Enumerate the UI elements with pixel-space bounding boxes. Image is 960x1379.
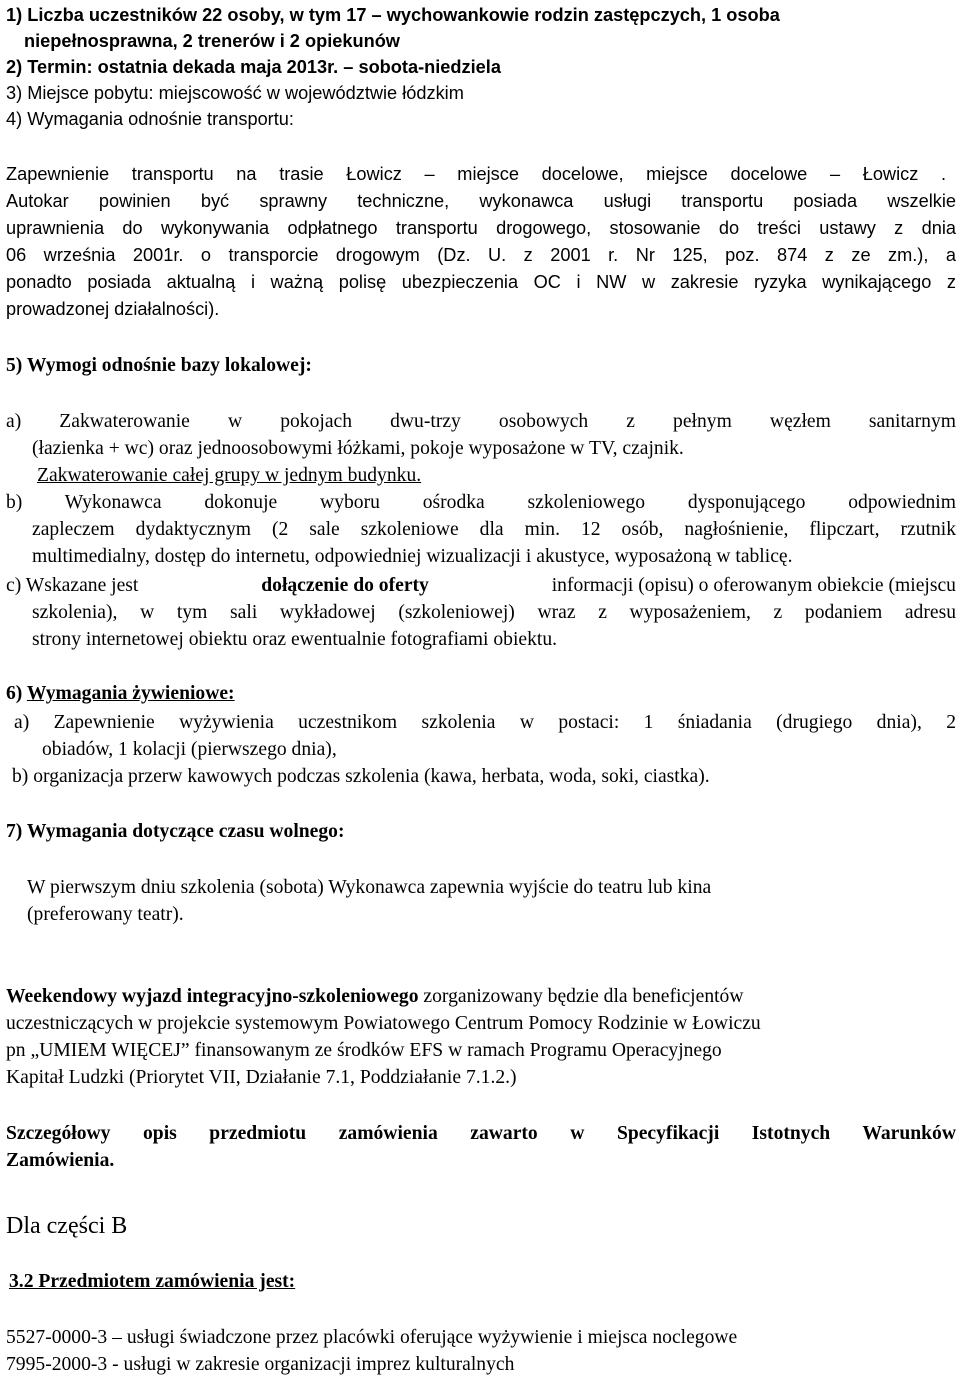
weekend-line-2: uczestniczących w projekcie systemowym Powiatowego Centrum Pomocy Rodzinie w Łowiczu: [6, 1013, 761, 1034]
transport-line-2: Autokar powinien być sprawny techniczne, wykonawca usługi transportu posiada wszelkie: [6, 191, 956, 211]
transport-line-6: prowadzonej działalności).: [6, 299, 220, 319]
section-7-heading: 7) Wymagania dotyczące czasu wolnego:: [6, 821, 345, 842]
transport-line-5: ponadto posiada aktualną i ważną polisę ubezpieczenia OC i NW w zakresie ryzyka wynikającego z: [6, 272, 956, 292]
weekend-line-1: [6, 987, 744, 1007]
intro-line-5: 4) Wymagania odnośnie transportu:: [6, 109, 294, 129]
s5-c-bold: dołączenie do oferty: [261, 575, 429, 596]
section-6-heading: [6, 684, 235, 704]
section-6-prefix: 6): [6, 683, 27, 704]
transport-line-4: 06 września 2001r. o transporcie drogowym (Dz. U. z 2001 r. Nr 125, poz. 874 z ze zm.), a: [6, 245, 956, 265]
s5-b-line-1: b) Wykonawca dokonuje wyboru ośrodka szkoleniowego dysponującego odpowiednim: [6, 492, 956, 513]
weekend-title: Weekendowy wyjazd integracyjno-szkoleniowego: [6, 986, 419, 1007]
s5-b-line-2: zapleczem dydaktycznym (2 sale szkoleniowe dla min. 12 osób, nagłośnienie, flipczart, rzutnik: [32, 519, 956, 540]
spec-line-1: Szczegółowy opis przedmiotu zamówienia zawarto w Specyfikacji Istotnych Warunków: [6, 1123, 956, 1144]
spec-line-2: Zamówienia.: [6, 1150, 115, 1171]
s6-a-line-2: obiadów, 1 kolacji (pierwszego dnia),: [42, 739, 337, 760]
s5-c-post: informacji (opisu) o oferowanym obiekcie (miejscu: [551, 575, 956, 596]
weekend-line-3: pn „UMIEM WIĘCEJ” finansowanym ze środków EFS w ramach Programu Operacyjnego: [6, 1040, 722, 1061]
s5-c-line-3: strony internetowej obiektu oraz ewentualnie fotografiami obiektu.: [32, 629, 558, 650]
s5-c-line-2: szkolenia), w tym sali wykładowej (szkoleniowej) wraz z wyposażeniem, z podaniem adresu: [32, 602, 956, 623]
s5-c-pre: c) Wskazane jest: [6, 575, 139, 596]
part-b-subheading: 3.2 Przedmiotem zamówienia jest:: [9, 1271, 296, 1292]
s5-a-line-1: a) Zakwaterowanie w pokojach dwu-trzy osobowych z pełnym węzłem sanitarnym: [6, 411, 956, 432]
cpv-code-1: 5527-0000-3 – usługi świadczone przez placówki oferujące wyżywienie i miejsca noclegowe: [6, 1327, 738, 1348]
s7-line-2: (preferowany teatr).: [27, 904, 184, 925]
transport-line-1: Zapewnienie transportu na trasie Łowicz – miejsce docelowe, miejsce docelowe – Łowicz .: [6, 164, 946, 184]
intro-line-4: 3) Miejsce pobytu: miejscowość w województwie łódzkim: [6, 83, 464, 103]
s5-b-line-3: multimedialny, dostęp do internetu, odpowiedniej wizualizacji i akustyce, wyposażoną w tablicę.: [32, 546, 793, 567]
section-5-heading: 5) Wymogi odnośnie bazy lokalowej:: [6, 355, 312, 376]
cpv-code-2: 7995-2000-3 - usługi w zakresie organizacji imprez kulturalnych: [6, 1354, 515, 1375]
part-b-title: Dla części B: [6, 1213, 128, 1239]
section-6-title: Wymagania żywieniowe:: [26, 683, 235, 704]
s7-line-1: W pierwszym dniu szkolenia (sobota) Wykonawca zapewnia wyjście do teatru lub kina: [27, 877, 712, 898]
s5-a-line-2: (łazienka + wc) oraz jednoosobowymi łóżkami, pokoje wyposażone w TV, czajnik.: [32, 438, 684, 459]
s5-a-line-3: Zakwaterowanie całej grupy w jednym budynku.: [37, 465, 422, 486]
weekend-line-4: Kapitał Ludzki (Priorytet VII, Działanie 7.1, Poddziałanie 7.1.2.): [6, 1067, 517, 1088]
intro-line-1: 1) Liczba uczestników 22 osoby, w tym 17 – wychowankowie rodzin zastępczych, 1 osoba: [6, 5, 780, 25]
weekend-line-1-rest: zorganizowany będzie dla beneficjentów: [418, 986, 744, 1007]
transport-line-3: uprawnienia do wykonywania odpłatnego transportu drogowego, stosowanie do treści ustawy z dnia: [6, 218, 956, 238]
s6-b-line-1: b) organizacja przerw kawowych podczas szkolenia (kawa, herbata, woda, soki, ciastka).: [12, 766, 710, 787]
s5-c-line-1: [6, 576, 956, 596]
s6-a-line-1: a) Zapewnienie wyżywienia uczestnikom szkolenia w postaci: 1 śniadania (drugiego dnia), 2: [14, 712, 956, 733]
intro-line-3: 2) Termin: ostatnia dekada maja 2013r. – sobota-niedziela: [6, 57, 501, 77]
intro-line-2: niepełnosprawna, 2 trenerów i 2 opiekunów: [24, 31, 400, 51]
